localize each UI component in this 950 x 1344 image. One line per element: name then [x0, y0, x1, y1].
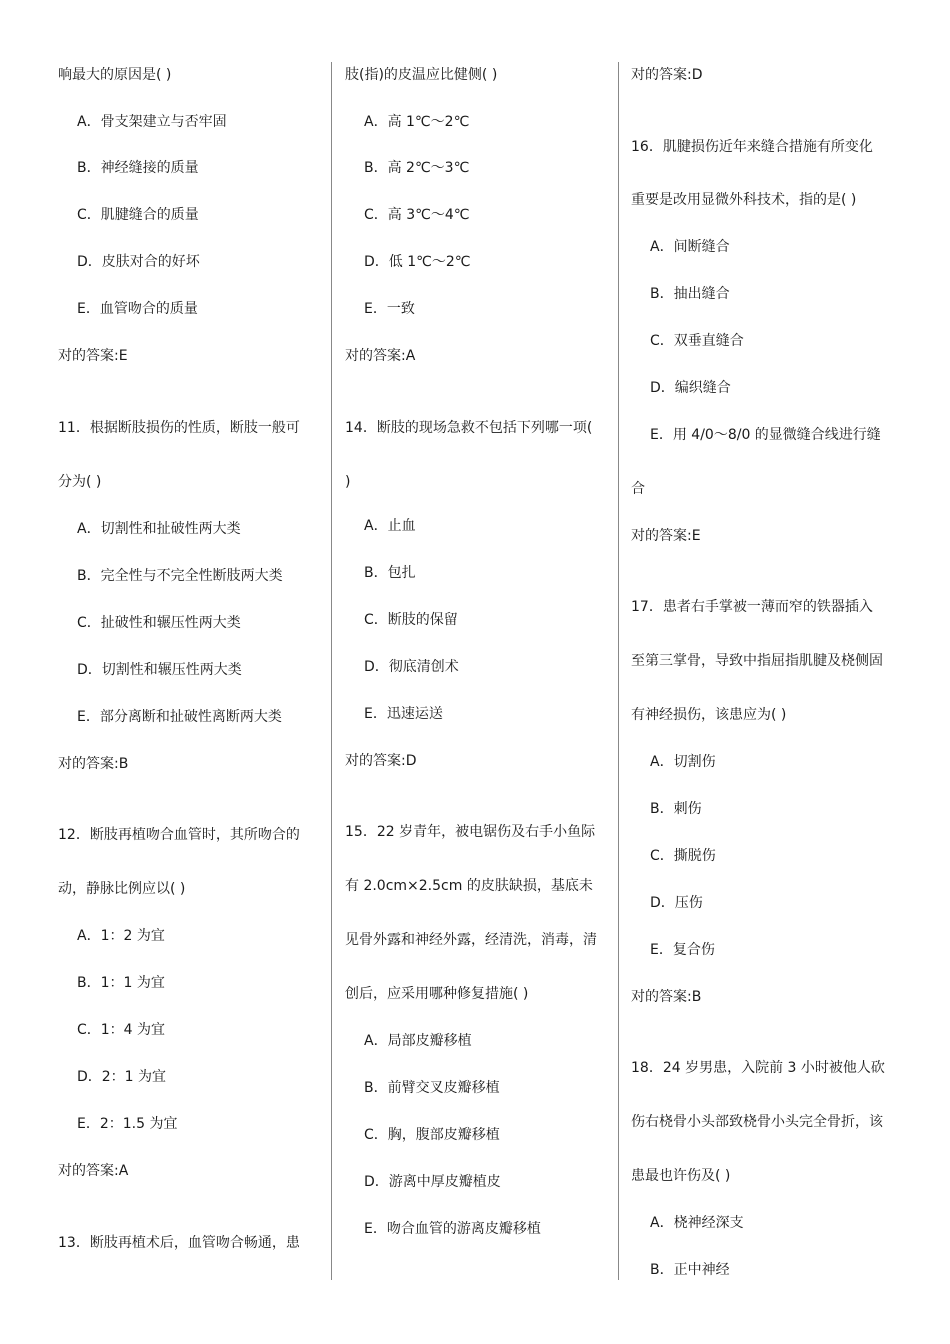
answer-option: E．复合伤 — [650, 942, 715, 958]
question-text: 动，静脉比例应以( ) — [58, 881, 186, 897]
answer-option: D．压伤 — [650, 895, 703, 911]
answer-option: A．切割伤 — [650, 754, 716, 770]
answer-option: C．断肢的保留 — [364, 612, 458, 628]
question-text: 11．根据断肢损伤的性质，断肢一般可 — [58, 420, 300, 436]
question-text: 肢(指)的皮温应比健侧( ) — [345, 67, 498, 83]
correct-answer: 对的答案:B — [631, 989, 702, 1005]
answer-option: B．1：1 为宜 — [77, 975, 165, 991]
answer-option: A．1：2 为宜 — [77, 928, 165, 944]
column-divider-2 — [618, 62, 619, 1280]
correct-answer: 对的答案:D — [631, 67, 703, 83]
answer-option: D．低 1℃～2℃ — [364, 254, 471, 270]
question-text: 响最大的原因是( ) — [58, 67, 172, 83]
answer-option: E．血管吻合的质量 — [77, 301, 198, 317]
question-text: 18．24 岁男患，入院前 3 小时被他人砍 — [631, 1060, 885, 1076]
answer-option: A．切割性和扯破性两大类 — [77, 521, 241, 537]
answer-option: B．包扎 — [364, 565, 416, 581]
correct-answer: 对的答案:A — [345, 348, 416, 364]
column-divider-1 — [331, 62, 332, 1280]
answer-option: B．完全性与不完全性断肢两大类 — [77, 568, 283, 584]
answer-option: A．止血 — [364, 518, 416, 534]
answer-option: B．刺伤 — [650, 801, 702, 817]
answer-option: E．吻合血管的游离皮瓣移植 — [364, 1221, 541, 1237]
answer-option: E．迅速运送 — [364, 706, 443, 722]
answer-option: C．胸，腹部皮瓣移植 — [364, 1127, 500, 1143]
answer-option: C．1：4 为宜 — [77, 1022, 166, 1038]
answer-option: A．局部皮瓣移植 — [364, 1033, 472, 1049]
answer-option: A．桡神经深支 — [650, 1215, 744, 1231]
question-text: 有神经损伤，该患应为( ) — [631, 707, 787, 723]
answer-option: C．撕脱伤 — [650, 848, 716, 864]
answer-option: D．彻底清创术 — [364, 659, 459, 675]
correct-answer: 对的答案:E — [631, 528, 701, 544]
answer-option: E．部分离断和扯破性离断两大类 — [77, 709, 282, 725]
answer-option: A．骨支架建立与否牢固 — [77, 114, 227, 130]
question-text: 有 2.0cm×2.5cm 的皮肤缺损，基底未 — [345, 878, 593, 894]
answer-option: A．间断缝合 — [650, 239, 730, 255]
answer-option: D．皮肤对合的好坏 — [77, 254, 200, 270]
answer-option: C．高 3℃～4℃ — [364, 207, 470, 223]
answer-option: D．游离中厚皮瓣植皮 — [364, 1174, 501, 1190]
answer-option: B．抽出缝合 — [650, 286, 730, 302]
question-text: 至第三掌骨，导致中指屈指肌腱及桡侧固 — [631, 653, 883, 669]
answer-option: E．一致 — [364, 301, 415, 317]
correct-answer: 对的答案:E — [58, 348, 128, 364]
answer-option: B．神经缝接的质量 — [77, 160, 199, 176]
answer-option: B．高 2℃～3℃ — [364, 160, 470, 176]
question-text: ) — [345, 474, 351, 490]
question-text: 14．断肢的现场急救不包括下列哪一项( — [345, 420, 593, 436]
answer-option: B．正中神经 — [650, 1262, 730, 1278]
question-text: 见骨外露和神经外露，经清洗，消毒，清 — [345, 932, 597, 948]
answer-option: C．肌腱缝合的质量 — [77, 207, 199, 223]
question-text: 16．肌腱损伤近年来缝合措施有所变化 — [631, 139, 873, 155]
answer-option: D．编织缝合 — [650, 380, 731, 396]
question-text: 12．断肢再植吻合血管时，其所吻合的 — [58, 827, 300, 843]
answer-option: A．高 1℃～2℃ — [364, 114, 470, 130]
question-text: 重要是改用显微外科技术，指的是( ) — [631, 192, 857, 208]
question-text: 15．22 岁青年，被电锯伤及右手小鱼际 — [345, 824, 596, 840]
answer-option: D．切割性和辗压性两大类 — [77, 662, 242, 678]
answer-option: C．双垂直缝合 — [650, 333, 744, 349]
correct-answer: 对的答案:A — [58, 1163, 129, 1179]
answer-option: B．前臂交叉皮瓣移植 — [364, 1080, 500, 1096]
question-text: 13．断肢再植术后，血管吻合畅通，患 — [58, 1235, 300, 1251]
question-text: 患最也许伤及( ) — [631, 1168, 731, 1184]
question-text: 伤右桡骨小头部致桡骨小头完全骨折，该 — [631, 1114, 883, 1130]
question-text: 分为( ) — [58, 474, 102, 490]
question-text: 创后，应采用哪种修复措施( ) — [345, 986, 529, 1002]
answer-option: E．2：1.5 为宜 — [77, 1116, 178, 1132]
question-text: 17．患者右手掌被一薄而窄的铁器插入 — [631, 599, 873, 615]
correct-answer: 对的答案:D — [345, 753, 417, 769]
answer-option: C．扯破性和辗压性两大类 — [77, 615, 241, 631]
answer-option: E．用 4/0～8/0 的显微缝合线进行缝 — [650, 427, 881, 443]
correct-answer: 对的答案:B — [58, 756, 129, 772]
answer-option: D．2：1 为宜 — [77, 1069, 167, 1085]
question-text: 合 — [631, 481, 645, 497]
